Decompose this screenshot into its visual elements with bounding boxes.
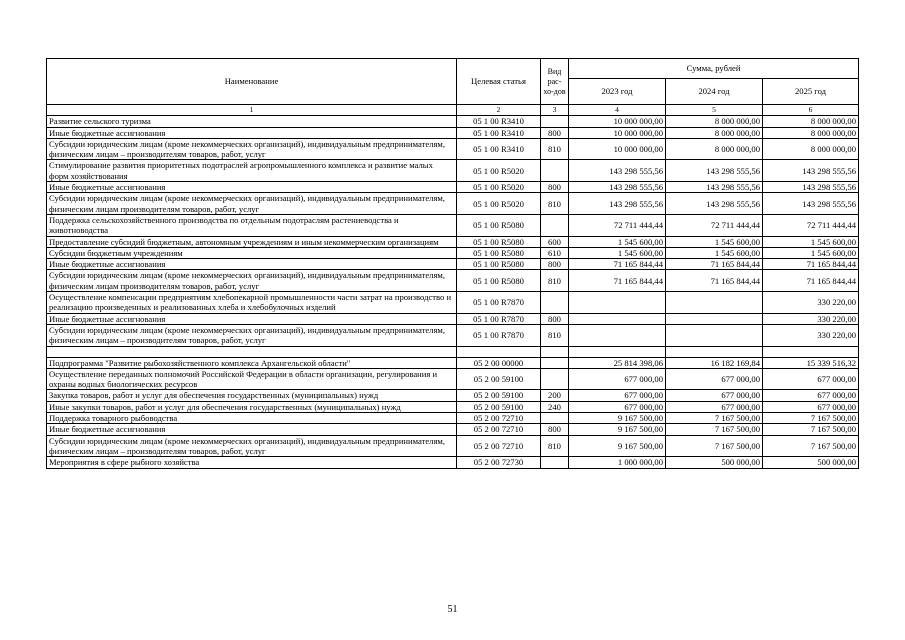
subprogram-row bbox=[47, 357, 859, 368]
cell-name: Субсидии юридическим лицам (кроме некоммерческих организаций), индивидуальным предпринимателям, физическим лицам – производителям товаров, работ, услуг bbox=[47, 435, 457, 457]
cell-amount-2024 bbox=[666, 292, 763, 314]
cell-amount-2024: 7 167 500,00 bbox=[666, 435, 763, 457]
cell-amount-2025: 677 000,00 bbox=[763, 401, 859, 412]
table-row bbox=[47, 292, 859, 314]
table-row bbox=[47, 138, 859, 160]
table-row bbox=[47, 236, 859, 247]
cell-amount-2023: 9 167 500,00 bbox=[569, 424, 666, 435]
table-row bbox=[47, 313, 859, 324]
cell-amount-2023: 71 165 844,44 bbox=[569, 259, 666, 270]
cell-expense-type bbox=[541, 346, 569, 357]
cell-expense-type: 800 bbox=[541, 127, 569, 138]
cell-amount-2025: 7 167 500,00 bbox=[763, 424, 859, 435]
cell-amount-2023: 9 167 500,00 bbox=[569, 413, 666, 424]
table-row bbox=[47, 457, 859, 468]
cell-target-code: 05 2 00 00000 bbox=[457, 357, 541, 368]
cell-amount-2023: 1 545 600,00 bbox=[569, 247, 666, 258]
cell-name: Осуществление компенсации предприятиям хлебопекарной промышленности части затрат на производство и реализацию произведенных и реализованных хлеба и хлебобулочных изделий bbox=[47, 292, 457, 314]
cell-target-code: 05 1 00 R5080 bbox=[457, 270, 541, 292]
table-row bbox=[47, 116, 859, 127]
cell-expense-type bbox=[541, 116, 569, 127]
cell-expense-type: 600 bbox=[541, 236, 569, 247]
cell-expense-type: 810 bbox=[541, 193, 569, 215]
budget-table bbox=[46, 58, 859, 469]
cell-amount-2025: 330 220,00 bbox=[763, 292, 859, 314]
cell-amount-2025: 72 711 444,44 bbox=[763, 214, 859, 236]
cell-target-code: 05 1 00 R5080 bbox=[457, 259, 541, 270]
cell-amount-2025: 677 000,00 bbox=[763, 368, 859, 390]
cell-expense-type: 200 bbox=[541, 390, 569, 401]
cell-amount-2024: 16 182 169,84 bbox=[666, 357, 763, 368]
cell-name: Мероприятия в сфере рыбного хозяйства bbox=[47, 457, 457, 468]
header-sum: Сумма, рублей bbox=[569, 59, 859, 79]
cell-amount-2024: 8 000 000,00 bbox=[666, 116, 763, 127]
cell-amount-2024: 677 000,00 bbox=[666, 368, 763, 390]
cell-target-code: 05 1 00 R5020 bbox=[457, 160, 541, 182]
cell-amount-2025: 7 167 500,00 bbox=[763, 413, 859, 424]
cell-amount-2024: 1 545 600,00 bbox=[666, 247, 763, 258]
cell-expense-type: 610 bbox=[541, 247, 569, 258]
cell-amount-2023: 10 000 000,00 bbox=[569, 127, 666, 138]
cell-target-code bbox=[457, 346, 541, 357]
table-row bbox=[47, 413, 859, 424]
cell-amount-2025: 7 167 500,00 bbox=[763, 435, 859, 457]
cell-amount-2024 bbox=[666, 324, 763, 346]
cell-name: Предоставление субсидий бюджетным, автономным учреждениям и иным некоммерческим организациям bbox=[47, 236, 457, 247]
cell-expense-type bbox=[541, 368, 569, 390]
cell-amount-2025: 330 220,00 bbox=[763, 324, 859, 346]
cell-name: Осуществление переданных полномочий Российской Федерации в области организации, регулирования и охраны водных биологических ресурсов bbox=[47, 368, 457, 390]
cell-amount-2023: 71 165 844,44 bbox=[569, 270, 666, 292]
cell-amount-2025: 1 545 600,00 bbox=[763, 247, 859, 258]
cell-amount-2025 bbox=[763, 346, 859, 357]
cell-expense-type: 800 bbox=[541, 182, 569, 193]
cell-name: Субсидии бюджетным учреждениям bbox=[47, 247, 457, 258]
cell-target-code: 05 2 00 72710 bbox=[457, 435, 541, 457]
header-type: Вид рас-хо-дов bbox=[541, 59, 569, 105]
cell-target-code: 05 1 00 R5080 bbox=[457, 236, 541, 247]
cell-amount-2025: 71 165 844,44 bbox=[763, 259, 859, 270]
cell-amount-2023: 9 167 500,00 bbox=[569, 435, 666, 457]
cell-name: Иные бюджетные ассигнования bbox=[47, 127, 457, 138]
cell-amount-2024: 677 000,00 bbox=[666, 390, 763, 401]
cell-amount-2024 bbox=[666, 346, 763, 357]
cell-target-code: 05 1 00 R5080 bbox=[457, 247, 541, 258]
cell-amount-2024: 72 711 444,44 bbox=[666, 214, 763, 236]
colnum-1: 1 bbox=[47, 105, 457, 116]
cell-amount-2025: 71 165 844,44 bbox=[763, 270, 859, 292]
table-row bbox=[47, 270, 859, 292]
cell-amount-2023 bbox=[569, 313, 666, 324]
cell-expense-type: 800 bbox=[541, 424, 569, 435]
cell-expense-type: 800 bbox=[541, 313, 569, 324]
cell-amount-2023 bbox=[569, 346, 666, 357]
cell-amount-2025: 143 298 555,56 bbox=[763, 193, 859, 215]
cell-expense-type bbox=[541, 457, 569, 468]
cell-target-code: 05 2 00 72710 bbox=[457, 413, 541, 424]
cell-amount-2024: 71 165 844,44 bbox=[666, 270, 763, 292]
cell-amount-2024 bbox=[666, 313, 763, 324]
cell-name bbox=[47, 346, 457, 357]
cell-expense-type bbox=[541, 357, 569, 368]
cell-amount-2025: 500 000,00 bbox=[763, 457, 859, 468]
colnum-2: 2 bbox=[457, 105, 541, 116]
header-year-2025: 2025 год bbox=[763, 79, 859, 105]
cell-name: Стимулирование развития приоритетных подотраслей агропромышленного комплекса и развитие малых форм хозяйствования bbox=[47, 160, 457, 182]
cell-amount-2024: 143 298 555,56 bbox=[666, 193, 763, 215]
table-row bbox=[47, 424, 859, 435]
colnum-4: 4 bbox=[569, 105, 666, 116]
table-row bbox=[47, 214, 859, 236]
cell-target-code: 05 2 00 59100 bbox=[457, 368, 541, 390]
cell-name: Субсидии юридическим лицам (кроме некоммерческих организаций), индивидуальным предпринимателям, физическим лицам – производителям товаров, работ, услуг bbox=[47, 324, 457, 346]
cell-amount-2025: 8 000 000,00 bbox=[763, 116, 859, 127]
cell-expense-type bbox=[541, 413, 569, 424]
cell-expense-type: 810 bbox=[541, 324, 569, 346]
header-year-2024: 2024 год bbox=[666, 79, 763, 105]
cell-target-code: 05 1 00 R5080 bbox=[457, 214, 541, 236]
cell-name: Иные закупки товаров, работ и услуг для обеспечения государственных (муниципальных) нужд bbox=[47, 401, 457, 412]
table-row bbox=[47, 390, 859, 401]
cell-amount-2025: 143 298 555,56 bbox=[763, 160, 859, 182]
cell-amount-2024: 143 298 555,56 bbox=[666, 160, 763, 182]
colnum-3: 3 bbox=[541, 105, 569, 116]
cell-amount-2025: 8 000 000,00 bbox=[763, 138, 859, 160]
cell-amount-2024: 8 000 000,00 bbox=[666, 127, 763, 138]
cell-expense-type: 810 bbox=[541, 270, 569, 292]
cell-target-code: 05 1 00 R5020 bbox=[457, 182, 541, 193]
cell-expense-type bbox=[541, 214, 569, 236]
cell-amount-2023 bbox=[569, 324, 666, 346]
table-row bbox=[47, 435, 859, 457]
cell-target-code: 05 2 00 59100 bbox=[457, 390, 541, 401]
cell-expense-type bbox=[541, 292, 569, 314]
cell-amount-2025: 677 000,00 bbox=[763, 390, 859, 401]
cell-name: Поддержка сельскохозяйственного производства по отдельным подотраслям растениеводства и животноводства bbox=[47, 214, 457, 236]
cell-amount-2023: 1 545 600,00 bbox=[569, 236, 666, 247]
table-row bbox=[47, 401, 859, 412]
header-name: Наименование bbox=[47, 59, 457, 105]
cell-expense-type: 240 bbox=[541, 401, 569, 412]
cell-amount-2023: 677 000,00 bbox=[569, 390, 666, 401]
cell-name: Иные бюджетные ассигнования bbox=[47, 182, 457, 193]
cell-amount-2023: 677 000,00 bbox=[569, 401, 666, 412]
cell-amount-2024: 71 165 844,44 bbox=[666, 259, 763, 270]
cell-amount-2023: 72 711 444,44 bbox=[569, 214, 666, 236]
header-year-2023: 2023 год bbox=[569, 79, 666, 105]
column-number-row bbox=[47, 105, 859, 116]
cell-amount-2024: 8 000 000,00 bbox=[666, 138, 763, 160]
cell-name: Субсидии юридическим лицам (кроме некоммерческих организаций), индивидуальным предпринимателям, физическим лицам – производителям товаров, работ, услуг bbox=[47, 138, 457, 160]
header-target: Целевая статья bbox=[457, 59, 541, 105]
cell-name: Закупка товаров, работ и услуг для обеспечения государственных (муниципальных) нужд bbox=[47, 390, 457, 401]
cell-expense-type: 810 bbox=[541, 435, 569, 457]
cell-target-code: 05 1 00 R5020 bbox=[457, 193, 541, 215]
cell-amount-2023: 25 814 398,06 bbox=[569, 357, 666, 368]
cell-amount-2024: 7 167 500,00 bbox=[666, 413, 763, 424]
table-row bbox=[47, 324, 859, 346]
table-row bbox=[47, 368, 859, 390]
cell-amount-2024: 143 298 555,56 bbox=[666, 182, 763, 193]
cell-amount-2023: 143 298 555,56 bbox=[569, 182, 666, 193]
table-row bbox=[47, 160, 859, 182]
table-row bbox=[47, 182, 859, 193]
cell-amount-2023: 10 000 000,00 bbox=[569, 116, 666, 127]
cell-name: Иные бюджетные ассигнования bbox=[47, 259, 457, 270]
table-row bbox=[47, 127, 859, 138]
cell-amount-2023: 1 000 000,00 bbox=[569, 457, 666, 468]
cell-target-code: 05 1 00 R3410 bbox=[457, 127, 541, 138]
cell-target-code: 05 1 00 R3410 bbox=[457, 116, 541, 127]
page-number: 51 bbox=[447, 604, 458, 615]
cell-name: Подпрограмма "Развитие рыбохозяйственного комплекса Архангельской области" bbox=[47, 357, 457, 368]
cell-amount-2023: 677 000,00 bbox=[569, 368, 666, 390]
cell-amount-2024: 677 000,00 bbox=[666, 401, 763, 412]
table-row bbox=[47, 259, 859, 270]
cell-target-code: 05 2 00 72710 bbox=[457, 424, 541, 435]
cell-expense-type bbox=[541, 160, 569, 182]
colnum-6: 6 bbox=[763, 105, 859, 116]
cell-name: Поддержка товарного рыбоводства bbox=[47, 413, 457, 424]
cell-amount-2025: 1 545 600,00 bbox=[763, 236, 859, 247]
blank-row bbox=[47, 346, 859, 357]
cell-amount-2025: 143 298 555,56 bbox=[763, 182, 859, 193]
cell-target-code: 05 2 00 72730 bbox=[457, 457, 541, 468]
cell-amount-2025: 330 220,00 bbox=[763, 313, 859, 324]
cell-amount-2023: 143 298 555,56 bbox=[569, 160, 666, 182]
cell-expense-type: 800 bbox=[541, 259, 569, 270]
cell-target-code: 05 1 00 R7870 bbox=[457, 313, 541, 324]
cell-amount-2023 bbox=[569, 292, 666, 314]
cell-amount-2024: 500 000,00 bbox=[666, 457, 763, 468]
cell-amount-2025: 15 339 516,32 bbox=[763, 357, 859, 368]
cell-amount-2023: 10 000 000,00 bbox=[569, 138, 666, 160]
cell-target-code: 05 1 00 R3410 bbox=[457, 138, 541, 160]
cell-name: Иные бюджетные ассигнования bbox=[47, 424, 457, 435]
table-row bbox=[47, 247, 859, 258]
cell-expense-type: 810 bbox=[541, 138, 569, 160]
table-body bbox=[47, 116, 859, 468]
cell-amount-2024: 1 545 600,00 bbox=[666, 236, 763, 247]
cell-target-code: 05 1 00 R7870 bbox=[457, 292, 541, 314]
cell-amount-2024: 7 167 500,00 bbox=[666, 424, 763, 435]
cell-target-code: 05 2 00 59100 bbox=[457, 401, 541, 412]
table-header bbox=[47, 59, 859, 116]
colnum-5: 5 bbox=[666, 105, 763, 116]
cell-amount-2025: 8 000 000,00 bbox=[763, 127, 859, 138]
cell-amount-2023: 143 298 555,56 bbox=[569, 193, 666, 215]
cell-target-code: 05 1 00 R7870 bbox=[457, 324, 541, 346]
cell-name: Развитие сельского туризма bbox=[47, 116, 457, 127]
cell-name: Иные бюджетные ассигнования bbox=[47, 313, 457, 324]
cell-name: Субсидии юридическим лицам (кроме некоммерческих организаций), индивидуальным предпринимателям, физическим лицам производителям товаров, работ, услуг bbox=[47, 193, 457, 215]
cell-name: Субсидии юридическим лицам (кроме некоммерческих организаций), индивидуальным предпринимателям, физическим лицам производителям товаров, работ, услуг bbox=[47, 270, 457, 292]
table-row bbox=[47, 193, 859, 215]
